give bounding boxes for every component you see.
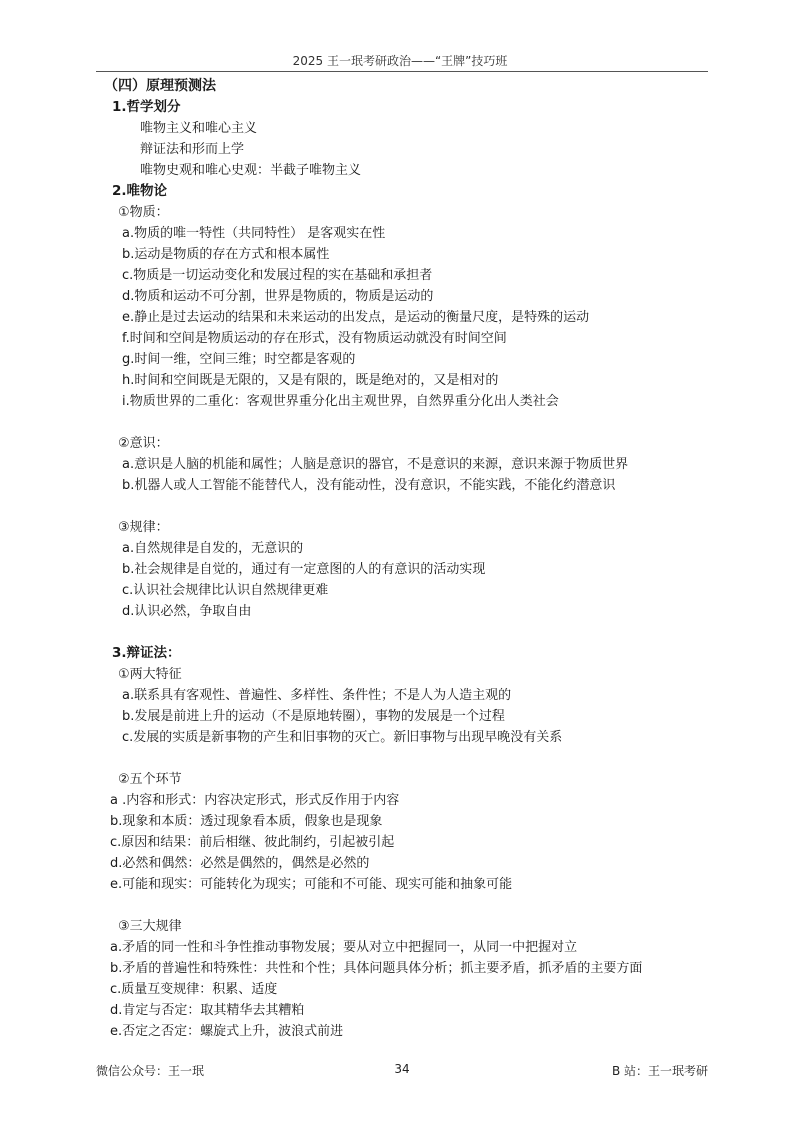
features-item: c.发展的实质是新事物的产生和旧事物的灭亡。新旧事物与出现早晚没有关系 xyxy=(122,730,563,745)
matter-item: g.时间一维，空间三维；时空都是客观的 xyxy=(122,352,356,367)
laws-item: c.质量互变规律：积累、适度 xyxy=(110,982,278,997)
philosophy-item: 辩证法和形而上学 xyxy=(140,142,245,157)
matter-item: f.时间和空间是物质运动的存在形式，没有物质运动就没有时间空间 xyxy=(122,331,507,346)
features-item: b.发展是前进上升的运动（不是原地转圈），事物的发展是一个过程 xyxy=(122,709,505,724)
laws-heading: ③三大规律 xyxy=(118,919,182,934)
spacer xyxy=(104,412,704,433)
law-item: b.社会规律是自觉的，通过有一定意图的人的有意识的活动实现 xyxy=(122,562,486,577)
features-heading: ①两大特征 xyxy=(118,667,182,682)
links-item: a .内容和形式：内容决定形式，形式反作用于内容 xyxy=(110,793,400,808)
links-item: e.可能和现实：可能转化为现实；可能和不可能、现实可能和抽象可能 xyxy=(110,877,513,892)
laws-item: d.肯定与否定：取其精华去其糟粕 xyxy=(110,1003,305,1018)
matter-item: e.静止是过去运动的结果和未来运动的出发点，是运动的衡量尺度，是特殊的运动 xyxy=(122,310,590,325)
page-number: 34 xyxy=(394,1062,410,1076)
spacer xyxy=(104,496,704,517)
law-item: d.认识必然，争取自由 xyxy=(122,604,252,619)
features-item: a.联系具有客观性、普遍性、多样性、条件性；不是人为人造主观的 xyxy=(122,688,512,703)
laws-item: a.矛盾的同一性和斗争性推动事物发展；要从对立中把握同一，从同一中把握对立 xyxy=(110,940,578,955)
laws-item: e.否定之否定：螺旋式上升，波浪式前进 xyxy=(110,1024,344,1039)
philosophy-item: 唯物史观和唯心史观：半截子唯物主义 xyxy=(140,163,362,178)
matter-item: c.物质是一切运动变化和发展过程的实在基础和承担者 xyxy=(122,268,433,283)
matter-item: a.物质的唯一特性（共同特性） 是客观实在性 xyxy=(122,226,386,241)
spacer xyxy=(104,895,704,916)
consciousness-item: b.机器人或人工智能不能替代人，没有能动性，没有意识，不能实践，不能化约潜意识 xyxy=(122,478,616,493)
links-item: d.必然和偶然：必然是偶然的，偶然是必然的 xyxy=(110,856,370,871)
matter-heading: ①物质： xyxy=(118,205,169,220)
matter-item: h.时间和空间既是无限的，又是有限的，既是绝对的，又是相对的 xyxy=(122,373,499,388)
matter-item: i.物质世界的二重化：客观世界重分化出主观世界，自然界重分化出人类社会 xyxy=(122,394,559,409)
consciousness-heading: ②意识： xyxy=(118,436,169,451)
section-title: （四）原理预测法 xyxy=(104,78,216,94)
header-divider xyxy=(96,71,708,72)
document-body xyxy=(104,76,704,1042)
spacer xyxy=(104,748,704,769)
materialism-heading: 2.唯物论 xyxy=(112,183,168,199)
footer-bilibili: B 站：王一珉考研 xyxy=(611,1064,708,1078)
laws-item: b.矛盾的普遍性和特殊性：共性和个性；具体问题具体分析；抓主要矛盾，抓矛盾的主要方面 xyxy=(110,961,643,976)
law-heading: ③规律： xyxy=(118,520,169,535)
links-item: b.现象和本质：透过现象看本质，假象也是现象 xyxy=(110,814,383,829)
philosophy-item: 唯物主义和唯心主义 xyxy=(140,121,258,136)
dialectics-heading: 3.辩证法： xyxy=(112,645,181,661)
matter-item: b.运动是物质的存在方式和根本属性 xyxy=(122,247,330,262)
consciousness-item: a.意识是人脑的机能和属性；人脑是意识的器官，不是意识的来源，意识来源于物质世界 xyxy=(122,457,629,472)
law-item: c.认识社会规律比认识自然规律更难 xyxy=(122,583,329,598)
philosophy-heading: 1.哲学划分 xyxy=(112,99,181,115)
page-header: 2025 王一珉考研政治——“王牌”技巧班 xyxy=(292,54,508,68)
spacer xyxy=(104,622,704,643)
law-item: a.自然规律是自发的，无意识的 xyxy=(122,541,304,556)
links-item: c.原因和结果：前后相继、彼此制约，引起被引起 xyxy=(110,835,395,850)
footer-wechat: 微信公众号：王一珉 xyxy=(96,1064,205,1078)
matter-item: d.物质和运动不可分割，世界是物质的，物质是运动的 xyxy=(122,289,434,304)
links-heading: ②五个环节 xyxy=(118,772,182,787)
